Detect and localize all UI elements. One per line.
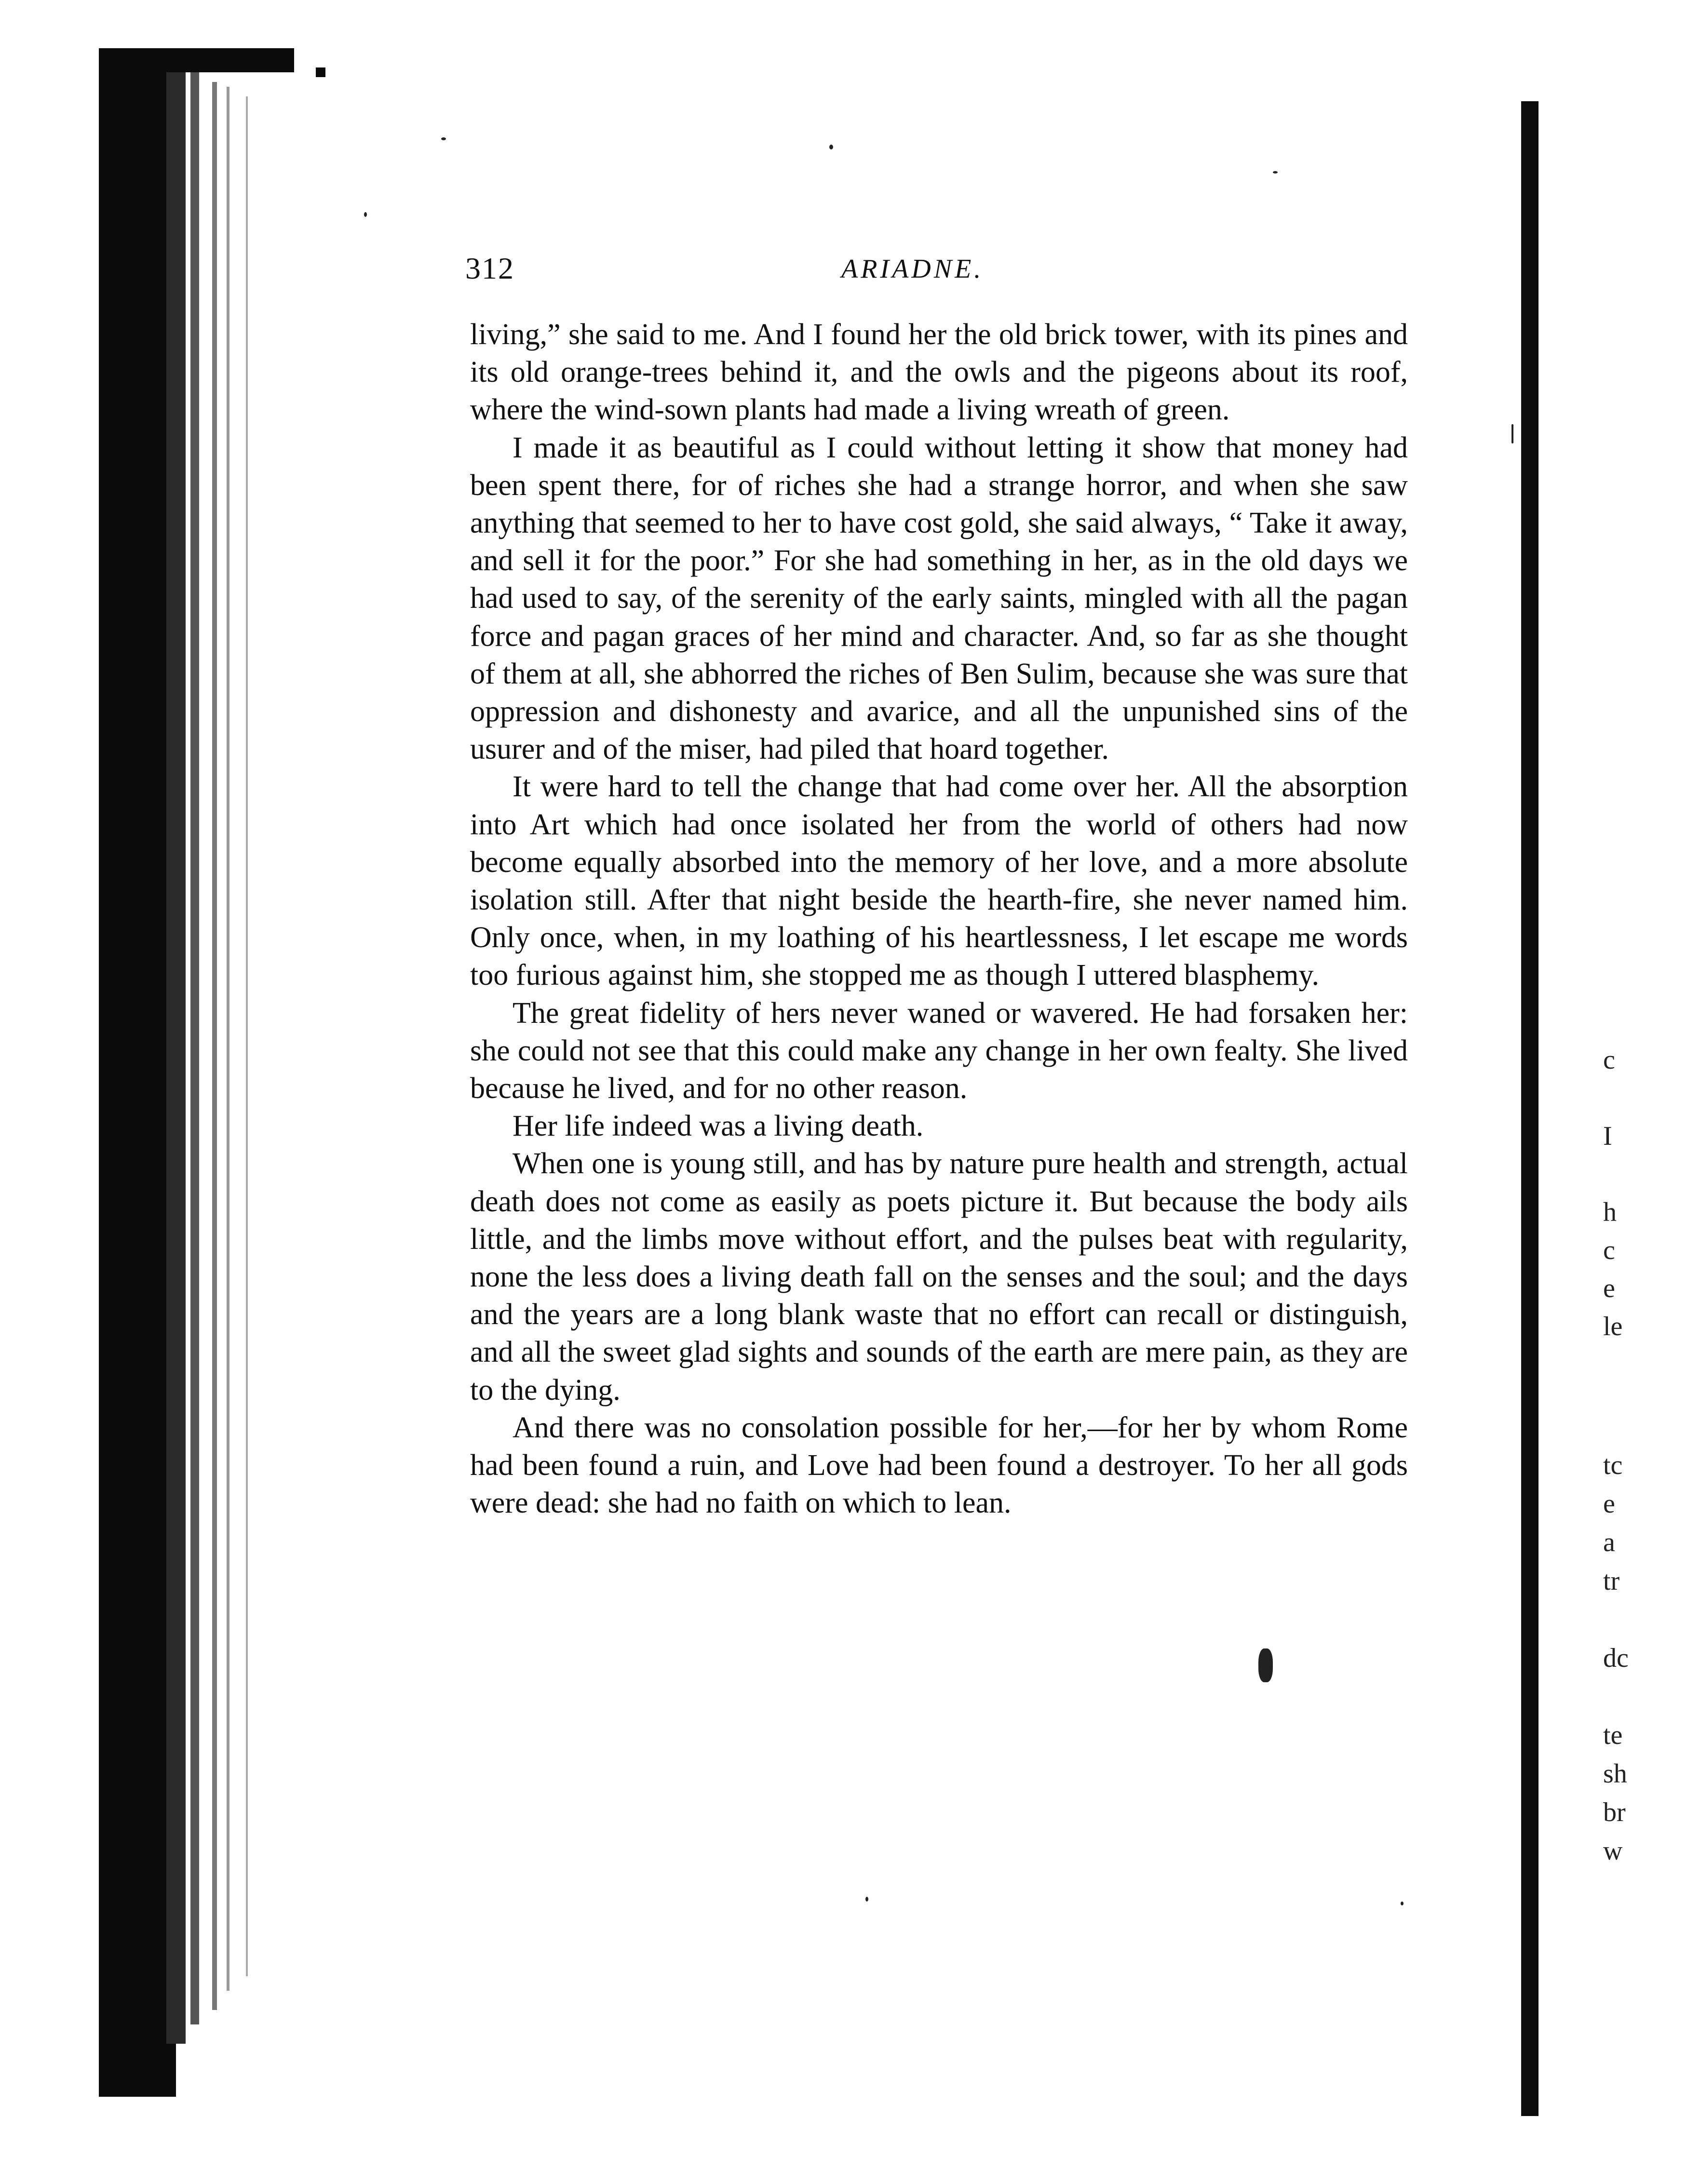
bleed-fragment: le <box>1603 1312 1623 1341</box>
paragraph: The great fidelity of hers never waned or wavered. He had forsaken her: she could not see that this could make any change in her own fealty. She lived because he lived, and for no other reason. <box>470 996 1408 1105</box>
book-spine-shadow <box>166 67 186 2044</box>
bleed-fragment: e <box>1603 1489 1615 1519</box>
bleed-fragment <box>1603 1677 1687 1716</box>
facing-page-bleed-text <box>1603 1041 1687 1346</box>
scan-speck <box>1258 1648 1273 1682</box>
body-text <box>470 316 1408 1522</box>
scan-speck <box>1512 424 1513 443</box>
bleed-fragment <box>1603 1600 1687 1639</box>
book-spine-shadow <box>246 96 248 1976</box>
bleed-fragment: h <box>1603 1197 1617 1227</box>
bleed-fragment <box>1603 1079 1687 1117</box>
bleed-fragment: sh <box>1603 1759 1627 1789</box>
running-head <box>465 251 1434 294</box>
paragraph: living,” she said to me. And I found her the old brick tower, with its pines and its old orange-trees behind it, and the owls and the pigeons about its roof, where the wind-sown plants had made a living wreath of green. <box>470 318 1408 427</box>
scan-speck <box>364 212 367 217</box>
book-spine-shadow <box>227 87 229 1991</box>
bleed-fragment: c <box>1603 1045 1615 1075</box>
bleed-fragment: c <box>1603 1235 1615 1265</box>
paragraph: And there was no consolation possible for her,—for her by whom Rome had been found a ruin, and Love had been found a destroyer. To her all gods were dead: she had no faith on which to lean. <box>470 1411 1408 1520</box>
scan-artifact <box>123 974 147 978</box>
paragraph: When one is young still, and has by nature pure health and strength, actual death does not come as easily as poets picture it. But because the body ails little, and the limbs move without effort, and the pulses beat with regularity, none the less does a living death fall on the senses and the soul; and the days and the years are a long blank waste that no effort can recall or distinguish, and all the sweet glad sights and sounds of the earth are mere pain, as they are to the dying. <box>470 1147 1408 1407</box>
book-spine-shadow <box>190 72 199 2024</box>
bleed-fragment: tc <box>1603 1450 1623 1480</box>
bleed-fragment: dc <box>1603 1643 1629 1673</box>
bleed-fragment: a <box>1603 1527 1615 1557</box>
bleed-fragment: te <box>1603 1720 1623 1750</box>
bleed-fragment: I <box>1603 1121 1612 1151</box>
bleed-fragment: br <box>1603 1797 1626 1827</box>
book-spine-shadow <box>164 48 294 72</box>
bleed-fragment: e <box>1603 1273 1615 1303</box>
paragraph: I made it as beautiful as I could without letting it show that money had been spent there, for of riches she had a strange horror, and when she saw anything that seemed to her to have cost gold, she said always, “ Take it away, and sell it for the poor.” For she had something in her, as in the old days we had used to say, of the serenity of the early saints, mingled with all the pagan force and pagan graces of her mind and character. And, so far as she thought of them at all, she abhorred the riches of Ben Sulim, because she was sure that oppression and dishonesty and avarice, and all the unpunished sins of the usurer and of the miser, had piled that hoard together. <box>470 431 1408 766</box>
paragraph: It were hard to tell the change that had come over her. All the absorption into Art which had once isolated her from the world of others had now become equally absorbed into the memory of her love, and a more absolute isolation still. After that night beside the hearth-fire, she never named him. Only once, when, in my loathing of his heartlessness, I let escape me words too furious against him, she stopped me as though I uttered blasphemy. <box>470 770 1408 992</box>
scan-speck <box>865 1897 868 1902</box>
book-spine-shadow <box>125 988 164 2097</box>
scan-speck <box>441 137 446 140</box>
bleed-fragment: tr <box>1603 1566 1620 1596</box>
scan-speck <box>829 145 833 149</box>
page-number: 312 <box>465 251 514 285</box>
running-title: ARIADNE. <box>841 254 984 284</box>
bleed-fragment: w <box>1603 1836 1623 1866</box>
facing-page-bleed-text <box>1603 1446 1687 1870</box>
book-spine-shadow <box>212 82 217 2010</box>
facing-page-edge <box>1521 101 1539 2116</box>
scan-speck <box>1401 1902 1404 1905</box>
paragraph: Her life indeed was a living death. <box>513 1110 924 1143</box>
scan-speck <box>1273 171 1278 174</box>
scan-artifact <box>316 67 325 77</box>
bleed-fragment <box>1603 1155 1687 1193</box>
